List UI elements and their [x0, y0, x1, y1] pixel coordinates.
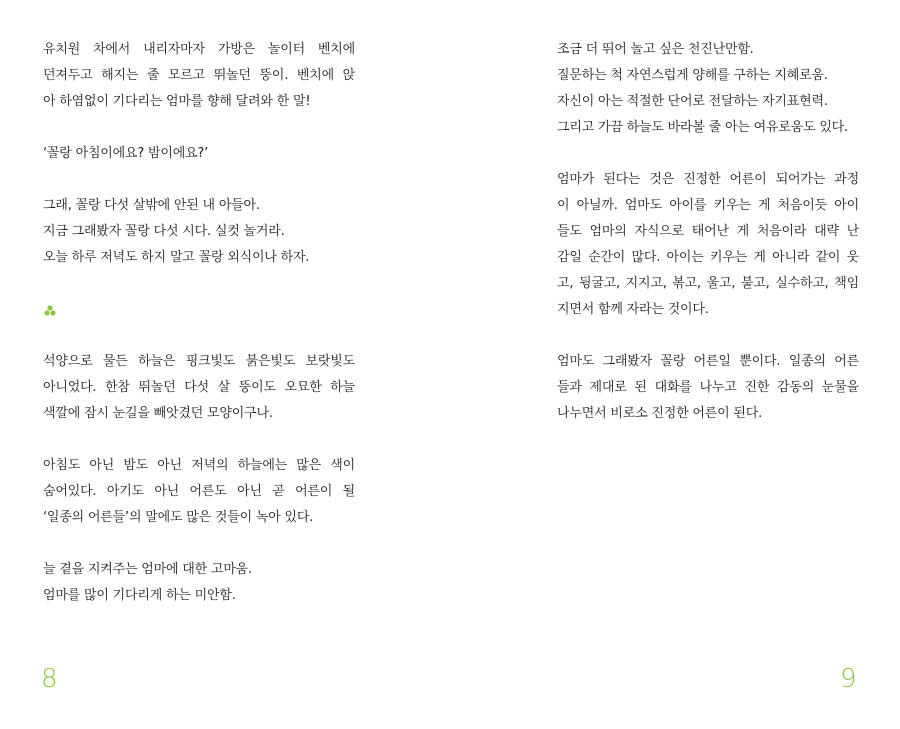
text-line: 고, 뒹굴고, 지지고, 볶고, 울고, 불고, 실수하고, 책임	[557, 276, 859, 291]
text-line: 질문하는 척 자연스럽게 양해를 구하는 지혜로움.	[557, 68, 828, 83]
text-line: 유치원 차에서 내리자마자 가방은 놀이터 벤치에	[43, 42, 355, 57]
text-line: 색깔에 잠시 눈길을 빼앗겼던 모양이구나.	[43, 406, 273, 421]
text-line: 들도 엄마의 자식으로 태어난 게 처음이라 대략 난	[557, 224, 859, 239]
text-line: 지금 그래봤자 꼴랑 다섯 시다. 실컷 놀거라.	[43, 224, 285, 239]
text-line: 석양으로 물든 하늘은 핑크빛도 붉은빛도 보랏빛도	[43, 354, 355, 369]
text-line: 들과 제대로 된 대화를 나누고 진한 감동의 눈물을	[557, 380, 859, 395]
text-line: 오늘 하루 저녁도 하지 말고 꼴랑 외식이나 하자.	[43, 250, 310, 265]
clover-ornament-icon	[43, 297, 355, 323]
text-line: 감일 순간이 많다. 아이는 키우는 게 아니라 같이 웃	[557, 250, 859, 265]
text-line: 늘 곁을 지켜주는 엄마에 대한 고마움.	[43, 562, 252, 577]
text-line: 나누면서 비로소 진정한 어른이 된다.	[557, 406, 763, 421]
text-line: 그래, 꼴랑 다섯 살밖에 안된 내 아들아.	[43, 198, 260, 213]
text-line: 숨어있다. 아기도 아닌 어른도 아닌 곧 어른이 될	[43, 484, 355, 499]
text-line: 엄마가 된다는 것은 진정한 어른이 되어가는 과정	[557, 172, 859, 187]
left-page	[43, 37, 355, 609]
text-line: 자신이 아는 적절한 단어로 전달하는 자기표현력.	[557, 94, 828, 109]
text-line: 그리고 가끔 하늘도 바라볼 줄 아는 여유로움도 있다.	[557, 120, 848, 135]
text-line: 지면서 함께 자라는 것이다.	[557, 302, 709, 317]
quote-line: ‘꼴랑 아침이에요? 밤이에요?’	[43, 146, 209, 161]
text-line: 엄마를 많이 기다리게 하는 미안함.	[43, 588, 236, 603]
text-line: 아 하염없이 기다리는 엄마를 향해 달려와 한 말!	[43, 94, 311, 109]
text-line: 아니었다. 한참 뛰놀던 다섯 살 뚱이도 오묘한 하늘	[43, 380, 355, 395]
right-page	[557, 37, 859, 427]
text-line: ‘일종의 어른들’의 말에도 많은 것들이 녹아 있다.	[43, 510, 314, 525]
page-number-left: 8	[41, 664, 58, 694]
text-line: 조금 더 뛰어 놀고 싶은 천진난만함.	[557, 42, 754, 57]
text-line: 이 아닐까. 엄마도 아이를 키우는 게 처음이듯 아이	[557, 198, 859, 213]
text-line: 던져두고 해지는 줄 모르고 뛰놀던 뚱이. 벤치에 앉	[43, 68, 355, 83]
text-line: 엄마도 그래봤자 꼴랑 어른일 뿐이다. 일종의 어른	[557, 354, 859, 369]
page-number-right: 9	[840, 664, 857, 694]
text-line: 아침도 아닌 밤도 아닌 저녁의 하늘에는 많은 색이	[43, 458, 355, 473]
